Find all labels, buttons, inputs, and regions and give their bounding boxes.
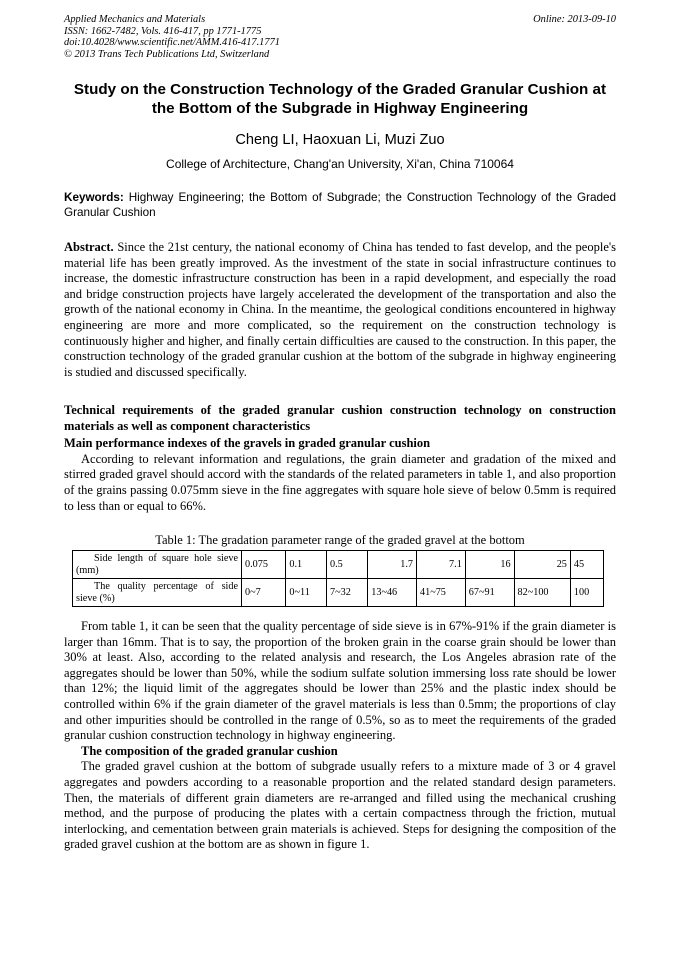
paragraph-2: From table 1, it can be seen that the quality percentage of side sieve is in 67%-91% if the grain diameter is larger than 16mm. That is to say, the proportion of the broken grain in the coarse grain should be lower than 30% at least. Also, according to the related analysis and research, the Los Angeles abrasion rate of the aggregates should be lower than 50%, while the sodium sulfate solution immersing loss rate should be lower than 12%; the liquid limit of the aggregates should be lower than 25% and the plastic index should be controlled within 6% if the grain diameter of the gravel materials is less than 0.5mm; the proportions of clay and other impurities should be controlled in the range of 0.5%, so as to meet the requirements of the graded granular cushion construction technology in highway engineering. (64, 619, 616, 743)
issn-line: ISSN: 1662-7482, Vols. 416-417, pp 1771-1775 (64, 25, 262, 37)
table-cell: 1.7 (368, 551, 417, 579)
table-cell: 7~32 (327, 579, 368, 607)
online-date: Online: 2013-09-10 (533, 14, 616, 25)
affiliation: College of Architecture, Chang'an University, Xi'an, China 710064 (166, 157, 514, 171)
section-1-continued (64, 619, 616, 853)
section-1 (64, 403, 616, 514)
table-cell: 0.075 (242, 551, 286, 579)
table-cell: 25 (514, 551, 570, 579)
table-row (73, 551, 604, 579)
table-cell: 100 (570, 579, 603, 607)
table-cell: 0~11 (286, 579, 327, 607)
keywords-label: Keywords: (64, 191, 124, 204)
copyright-line: © 2013 Trans Tech Publications Ltd, Switzerland (64, 48, 270, 60)
table-cell: 67~91 (465, 579, 514, 607)
table-cell: 7.1 (417, 551, 466, 579)
subsection-heading-2: The composition of the graded granular cushion (81, 743, 338, 758)
paper-title: Study on the Construction Technology of the Graded Granular Cushion at the Bottom of the Subgrade in Highway Engineering (73, 81, 607, 117)
row-header-sieve-size: Side length of square hole sieve (mm) (73, 551, 242, 579)
abstract-label: Abstract. (64, 240, 114, 254)
paragraph-1: According to relevant information and regulations, the grain diameter and gradation of the mixed and stirred graded gravel should accord with the standards of the related parameters in table 1, and also proportion of the grains passing 0.075mm sieve in the fine aggregates with square hole sieve of below 0.5mm is required to less than or equal to 66%. (64, 451, 616, 513)
journal-header (64, 14, 616, 60)
journal-name: Applied Mechanics and Materials (64, 14, 206, 25)
doi-line[interactable]: doi:10.4028/www.scientific.net/AMM.416-417.1771 (64, 37, 280, 49)
table-cell: 16 (465, 551, 514, 579)
abstract-text: Since the 21st century, the national economy of China has tended to fast develop, and the people's material life has been greatly improved. As the investment of the state in social infrastructure continues to increase, the domestic infrastructure construction has been in a rapid development, and especially the road and bridge construction projects have largely accelerated the development of the transportation and also the growth of the national economy in China. In the meantime, the geological conditions encountered in highway engineering are more and more complicated, so the requirement on the construction technology is continuously higher and higher, and finally certain difficulties are caused to the construction. In this paper, the construction technology of the graded granular cushion at the bottom of the subgrade in highway engineering is studied and discussed specifically. (64, 240, 616, 379)
subsection-heading-1: Main performance indexes of the gravels in graded granular cushion (64, 436, 431, 451)
table-row (73, 579, 604, 607)
keywords (64, 191, 616, 220)
table-cell: 0.1 (286, 551, 327, 579)
abstract (64, 240, 616, 380)
table-caption: Table 1: The gradation parameter range of the graded gravel at the bottom (155, 533, 525, 547)
gradation-table (72, 550, 604, 607)
keywords-text: Highway Engineering; the Bottom of Subgrade; the Construction Technology of the Graded Granular Cushion (64, 191, 617, 219)
table-cell: 45 (570, 551, 603, 579)
authors: Cheng LI, Haoxuan Li, Muzi Zuo (235, 132, 445, 148)
paragraph-3: The graded gravel cushion at the bottom of subgrade usually refers to a mixture made of 3 or 4 gravel aggregates and powders according to a reasonable proportion and the related standard design parameters. Then, the materials of different grain diameters are re-arranged and filled using the mechanical crushing method, and the purpose of producing the plates with a certain compactness through the friction, mutual interlocking, and cementation between grain materials is achieved. Steps for designing the composition of the graded gravel cushion at the bottom are as shown in figure 1. (64, 759, 616, 852)
row-header-quality-percentage: The quality percentage of side sieve (%) (73, 579, 242, 607)
table-cell: 0.5 (327, 551, 368, 579)
table-cell: 82~100 (514, 579, 570, 607)
section-heading: Technical requirements of the graded granular cushion construction technology on construction materials as well as component characteristics (64, 403, 616, 433)
table-cell: 41~75 (417, 579, 466, 607)
table-cell: 13~46 (368, 579, 417, 607)
table-cell: 0~7 (242, 579, 286, 607)
